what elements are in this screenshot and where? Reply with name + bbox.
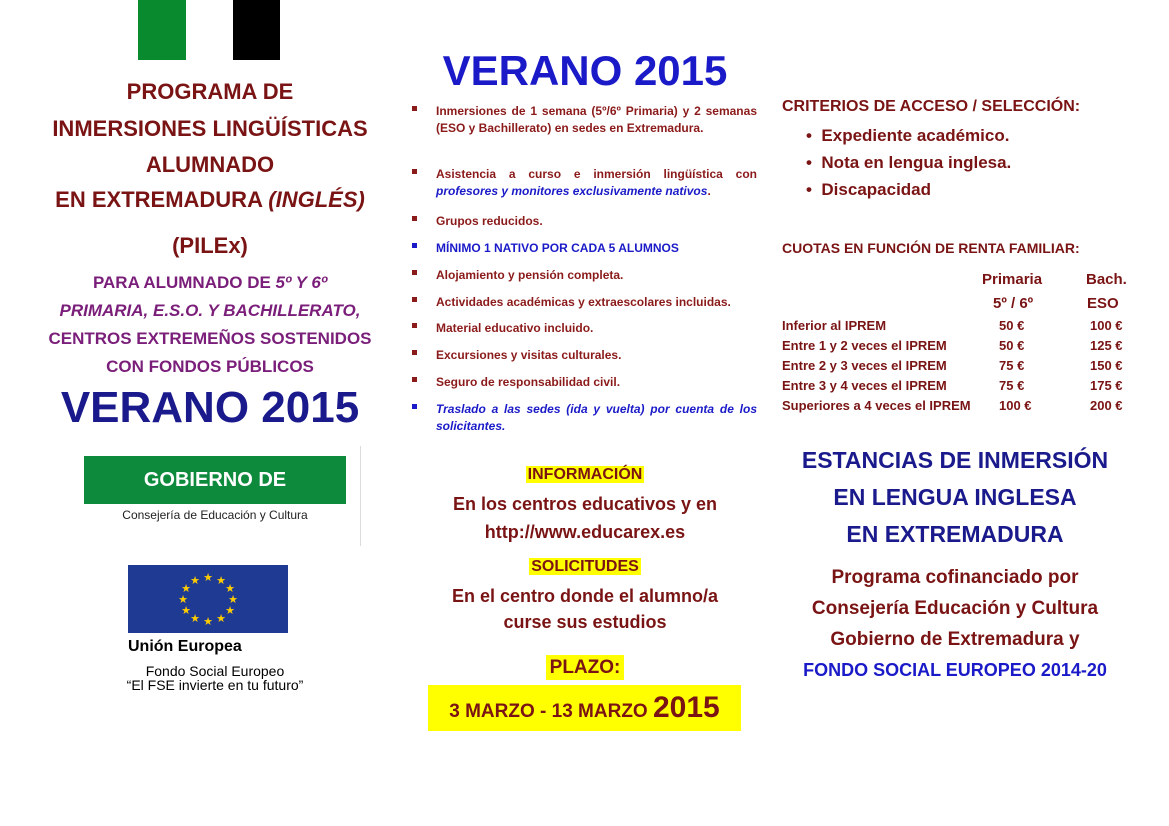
col-primaria-sub: 5º / 6º (993, 295, 1034, 312)
svg-text:★: ★ (181, 582, 191, 595)
fee-row: Superiores a 4 veces el IPREM 100 € 200 € (782, 398, 1123, 413)
fee-row: Entre 3 y 4 veces el IPREM 75 € 175 € (782, 378, 1123, 393)
svg-text:★: ★ (203, 615, 213, 628)
estancias-line-1: ESTANCIAS DE INMERSIÓN (801, 447, 1109, 473)
estancias-line-2: EN LENGUA INGLESA (833, 484, 1077, 510)
bullet-square-icon (412, 106, 417, 111)
left-para-line-2: PRIMARIA, E.S.O. Y BACHILLERATO, (59, 301, 361, 320)
bullet-square-icon (412, 323, 417, 328)
plazo-dates-box (428, 685, 741, 731)
sol-label: SOLICITUDES (531, 558, 639, 575)
left-title-line-3: ALUMNADO (145, 152, 275, 177)
flag-green-stripe (138, 0, 186, 60)
bullet-square-icon (412, 270, 417, 275)
plazo-year: 2015 (652, 691, 720, 724)
left-para-prefix: PARA ALUMNADO DE (92, 273, 276, 292)
cuotas-title: CUOTAS EN FUNCIÓN DE RENTA FAMILIAR: (782, 240, 1080, 256)
left-para-line-3: CENTROS EXTREMEÑOS SOSTENIDOS (48, 329, 372, 348)
cofin-line-1: Programa cofinanciado por (831, 567, 1079, 588)
svg-text:★: ★ (181, 604, 191, 617)
bullet-grupos: Grupos reducidos. (412, 213, 757, 230)
bullet-square-icon (412, 216, 417, 221)
bullet-square-icon (412, 377, 417, 382)
bullet-square-icon (412, 243, 417, 248)
fee-row: Entre 1 y 2 veces el IPREM 50 € 125 € (782, 338, 1123, 353)
left-pilex: (PILEx) (172, 233, 248, 258)
svg-text:★: ★ (216, 612, 226, 625)
criterio-item: • Expediente académico. (806, 126, 1010, 145)
info-label: INFORMACIÓN (527, 466, 643, 483)
left-title-language: (INGLÉS) (268, 187, 365, 212)
svg-text:★: ★ (203, 571, 213, 584)
plazo-label: PLAZO: (546, 655, 625, 680)
gobierno-logo-title: GOBIERNO DE EXTREMADURA (84, 456, 346, 504)
col-bach-sub: ESO (1087, 295, 1119, 312)
eu-name: Unión Europea (128, 638, 242, 655)
criterio-item: • Nota en lengua inglesa. (806, 153, 1012, 172)
left-verano-heading: VERANO 2015 (60, 383, 360, 432)
criterios-title: CRITERIOS DE ACCESO / SELECCIÓN: (782, 98, 1081, 115)
cofin-line-3: Gobierno de Extremadura y (830, 629, 1080, 650)
svg-text:★: ★ (178, 593, 188, 606)
bullet-asistencia: Asistencia a curso e inmersión lingüística con profesores y monitores exclusivamente nativos. (412, 166, 757, 200)
svg-text:★: ★ (190, 612, 200, 625)
bullet-square-icon (412, 404, 417, 409)
bullet-dot-icon: • (806, 180, 812, 199)
bullet-traslado: Traslado a las sedes (ida y vuelta) por cuenta de los solicitantes. (412, 401, 757, 435)
left-para-line-4: CON FONDOS PÚBLICOS (106, 357, 314, 376)
fee-row: Inferior al IPREM 50 € 100 € (782, 318, 1123, 333)
bullet-material: Material educativo incluido. (412, 320, 757, 337)
eu-flag-icon (128, 565, 288, 633)
left-title-line-4 (30, 182, 390, 217)
bullet-dot-icon: • (806, 153, 812, 172)
sol-line-1: En el centro donde el alumno/a (451, 586, 719, 606)
plazo-dates: 3 MARZO - 13 MARZO (449, 701, 653, 722)
bullet-seguro: Seguro de responsabilidad civil. (412, 374, 757, 391)
plazo-label-wrap (400, 657, 770, 679)
bullet-square-icon (412, 169, 417, 174)
svg-text:★: ★ (228, 593, 238, 606)
bullet-alojamiento: Alojamiento y pensión completa. (412, 267, 757, 284)
info-line-1: En los centros educativos y en (452, 494, 718, 514)
sol-line-2: curse sus estudios (503, 612, 667, 632)
sol-label-wrap (400, 558, 770, 576)
left-para-line-1 (30, 268, 390, 297)
fse-slogan: “El FSE invierte en tu futuro” (126, 677, 304, 693)
criterio-item: • Discapacidad (806, 180, 932, 199)
gobierno-logo (72, 446, 361, 546)
svg-text:★: ★ (225, 582, 235, 595)
svg-text:★: ★ (225, 604, 235, 617)
left-title-line-2: INMERSIONES LINGÜÍSTICAS (52, 116, 368, 141)
svg-text:★: ★ (216, 574, 226, 587)
col-bach-head: Bach. (1086, 271, 1127, 288)
estancias-line-3: EN EXTREMADURA (846, 521, 1064, 547)
bullet-square-icon (412, 350, 417, 355)
fee-row: Entre 2 y 3 veces el IPREM 75 € 150 € (782, 358, 1123, 373)
left-title-line-1: PROGRAMA DE (126, 79, 294, 104)
left-title-region: EN EXTREMADURA (55, 187, 269, 212)
info-label-wrap (400, 466, 770, 484)
svg-text:★: ★ (190, 574, 200, 587)
fse-program: FONDO SOCIAL EUROPEO 2014-20 (803, 660, 1107, 680)
middle-verano-heading: VERANO 2015 (442, 47, 728, 94)
bullet-actividades: Actividades académicas y extraescolares incluidas. (412, 294, 757, 311)
left-para-grades: 5º Y 6º (275, 273, 328, 292)
info-url[interactable]: http://www.educarex.es (484, 522, 686, 542)
bullet-excursiones: Excursiones y visitas culturales. (412, 347, 757, 364)
bullet-square-icon (412, 297, 417, 302)
bullet-dot-icon: • (806, 126, 812, 145)
fse-name: Fondo Social Europeo (145, 663, 285, 679)
gobierno-logo-subtitle: Consejería de Educación y Cultura (122, 508, 308, 522)
bullet-semanas: Inmersiones de 1 semana (5º/6º Primaria) y 2 semanas (ESO y Bachillerato) en sedes en Extremadura. (412, 103, 757, 137)
bullet-minimo-nativo: MÍNIMO 1 NATIVO POR CADA 5 ALUMNOS (412, 240, 757, 257)
col-primaria-head: Primaria (982, 271, 1043, 288)
cofin-line-2: Consejería Educación y Cultura (811, 598, 1099, 619)
flag-black-stripe (233, 0, 280, 60)
